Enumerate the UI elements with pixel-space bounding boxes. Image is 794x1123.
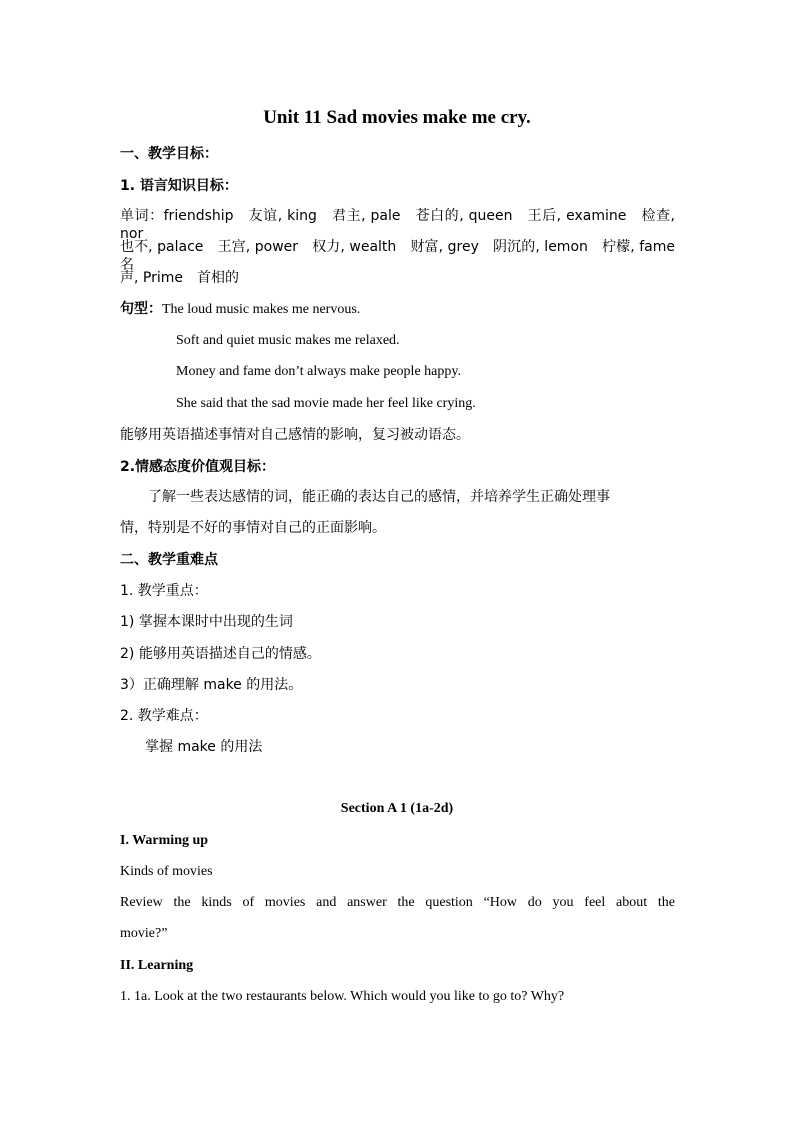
warming-line-3: movie?”: [120, 926, 168, 941]
warming-line-2: Review the kinds of movies and answer the question “How do you feel about the: [120, 895, 675, 910]
vocab-line-2: 也不, palace 王宫, power 权力, wealth 财富, grey 阴沉的, lemon 柠檬, fame 名: [120, 239, 689, 273]
section-heading-goals: 一、教学目标：: [120, 146, 218, 162]
list-item: 3）正确理解 make 的用法。: [120, 677, 303, 693]
ability-line: 能够用英语描述事情对自己感情的影响，复习被动语态。: [120, 427, 470, 443]
goal2-line-2: 情，特别是不好的事情对自己的正面影响。: [120, 520, 386, 536]
list-item: 2) 能够用英语描述自己的情感。: [120, 646, 321, 662]
list-item: 1) 掌握本课时中出现的生词: [120, 614, 293, 630]
difficult-points-heading: 2. 教学难点：: [120, 708, 208, 724]
sentence-pattern-row: [120, 300, 675, 319]
section-heading-key-points: 二、教学重难点: [120, 552, 218, 568]
sentence-item: Soft and quiet music makes me relaxed.: [176, 333, 400, 348]
vocab-line-1: 单词：friendship 友谊, king 君主, pale 苍白的, queen 王后, examine 检查, nor: [120, 208, 675, 242]
sentence-label: 句型：: [120, 301, 162, 317]
learning-line-1: 1. 1a. Look at the two restaurants below. Which would you like to go to? Why?: [120, 989, 565, 1004]
sentence-item: Money and fame don’t always make people happy.: [176, 364, 461, 379]
goal1-heading: 1. 语言知识目标：: [120, 178, 238, 194]
goal2-line-1: 了解一些表达感情的词，能正确的表达自己的感情，并培养学生正确处理事: [148, 489, 610, 505]
sentence-item: She said that the sad movie made her feel like crying.: [176, 396, 476, 411]
page-title: Unit 11 Sad movies make me cry.: [263, 107, 531, 128]
vocab-line-3: 声, Prime 首相的: [120, 270, 239, 286]
key-points-heading: 1. 教学重点：: [120, 583, 208, 599]
warming-up-heading: I. Warming up: [120, 833, 209, 848]
goal2-heading: 2.情感态度价值观目标：: [120, 459, 276, 475]
sentence-item: The loud music makes me nervous.: [162, 302, 361, 317]
section-a-heading: Section A 1 (1a-2d): [340, 801, 454, 816]
warming-line-1: Kinds of movies: [120, 864, 213, 879]
learning-heading: II. Learning: [120, 958, 194, 973]
difficult-point: 掌握 make 的用法: [145, 739, 263, 755]
